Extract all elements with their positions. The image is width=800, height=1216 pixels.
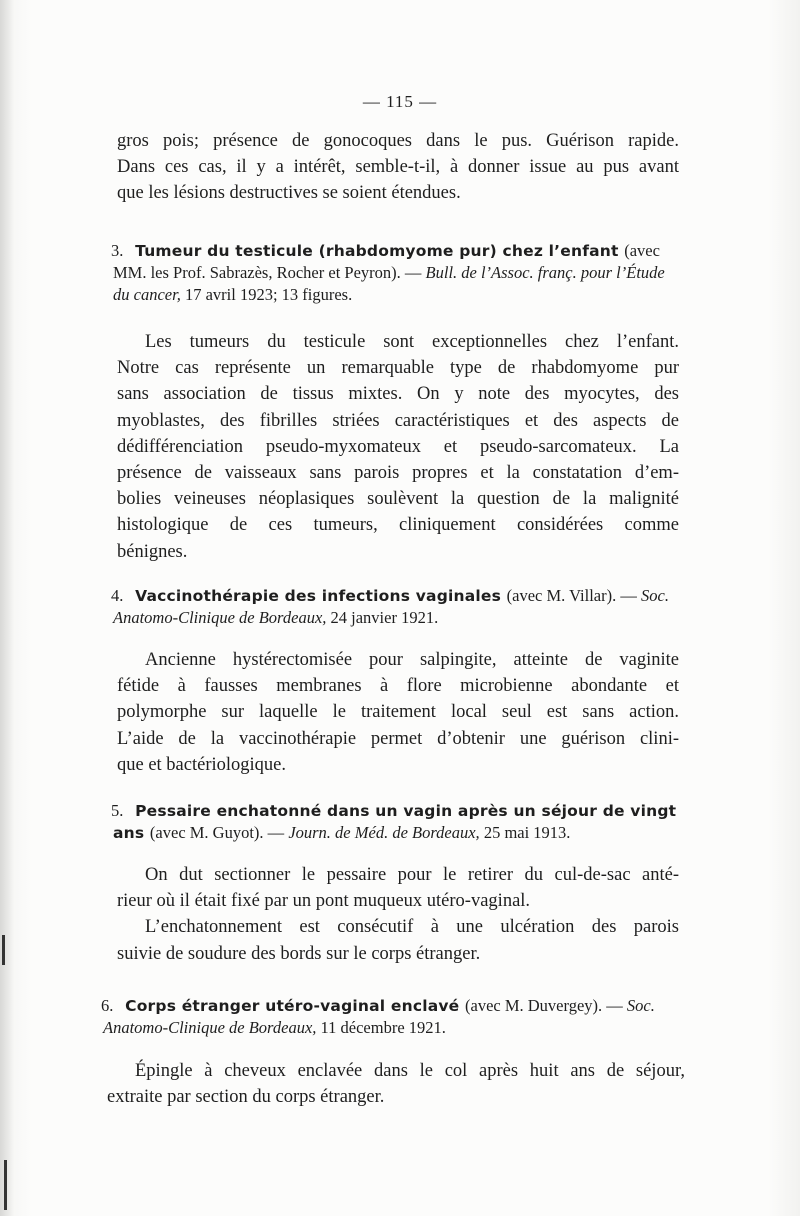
page-number: — 115 — <box>362 92 438 111</box>
entry-date: 17 avril 1923; 13 figures. <box>184 285 353 304</box>
text-line: Les tumeurs du testicule sont exceptionnelles chez l’enfant. <box>145 332 679 352</box>
entry-number: 3. <box>111 241 124 260</box>
entry-number: 4. <box>111 586 124 605</box>
text-line: sans association de tissus mixtes. On y note des myocytes, des <box>117 384 679 405</box>
text-line: dédifférenciation pseudo-myxomateux et pseudo-sarcomateux. La <box>117 436 679 457</box>
entry-authors: (avec M. Guyot). — <box>149 823 289 842</box>
scan-mark <box>2 935 5 965</box>
text-line: Notre cas représente un remarquable type de rhabdomyome pur <box>117 358 679 379</box>
text-line: myoblastes, des fibrilles striées caractéristiques et des aspects de <box>117 410 679 431</box>
text-line: bénignes. <box>117 541 188 562</box>
entry-title: Vaccinothérapie des infections vaginales <box>135 587 507 605</box>
scan-mark <box>4 1160 7 1210</box>
text-line: L’enchatonnement est consécutif à une ulcération des parois <box>145 917 679 938</box>
entry-date: 11 décembre 1921. <box>320 1018 446 1037</box>
entry-title: Tumeur du testicule (rhabdomyome pur) chez l’enfant <box>135 242 625 260</box>
entry-title: Corps étranger utéro-vaginal enclavé <box>125 997 465 1015</box>
entry-source: Soc. Anatomo-Clinique de Bordeaux, <box>103 996 655 1037</box>
entry-date: 24 janvier 1921. <box>330 608 439 627</box>
entry-5-body <box>117 862 679 967</box>
text-line: Ancienne hystérectomisée pour salpingite, atteinte de vaginite <box>145 650 679 670</box>
text-line: rieur où il était fixé par un pont muqueux utéro-vaginal. <box>117 891 531 912</box>
entry-3-body <box>117 329 679 565</box>
entry-3-heading <box>113 240 681 306</box>
entry-authors: (avec M. Villar). — <box>506 586 641 605</box>
text-line: suivie de soudure des bords sur le corps étranger. <box>117 943 481 964</box>
entry-authors: (avec M. Duvergey). — <box>465 996 627 1015</box>
text-line: bolies veineuses néoplasiques soulèvent la question de la malignité <box>117 489 679 510</box>
page-edge-shadow <box>0 0 14 1216</box>
text-line: gros pois; présence de gonocoques dans le pus. Guérison rapide. <box>117 131 679 151</box>
text-line: que et bactériologique. <box>117 754 287 775</box>
intro-paragraph <box>117 128 679 207</box>
entry-title: Pessaire enchatonné dans un vagin après un séjour de vingt ans <box>113 802 677 842</box>
entry-authors: (avec MM. les Prof. Sabrazès, Rocher et Peyron). — <box>113 241 660 282</box>
text-line: On dut sectionner le pessaire pour le retirer du cul-de-sac anté- <box>145 865 679 885</box>
text-line: histologique de ces tumeurs, cliniquement considérées comme <box>117 515 679 536</box>
entry-source: Journ. de Méd. de Bordeaux, <box>288 823 484 842</box>
text-line: extraite par section du corps étranger. <box>107 1087 385 1108</box>
entry-number: 5. <box>111 801 124 820</box>
text-line: que les lésions destructives se soient étendues. <box>117 183 461 204</box>
entry-6-body <box>107 1058 685 1110</box>
text-line: L’aide de la vaccinothérapie permet d’obtenir une guérison clini- <box>117 728 679 749</box>
text-line: Dans ces cas, il y a intérêt, semble-t-il, à donner issue au pus avant <box>117 157 679 178</box>
text-line: Épingle à cheveux enclavée dans le col après huit ans de séjour, <box>135 1061 685 1081</box>
text-line: fétide à fausses membranes à flore microbienne abondante et <box>117 676 679 697</box>
entry-source: Bull. de l’Assoc. franç. pour l’Étude du cancer, <box>113 263 665 304</box>
entry-6-heading <box>103 995 683 1039</box>
entry-4-heading <box>113 585 681 629</box>
text-line: présence de vaisseaux sans parois propres et la constatation d’em- <box>117 463 679 484</box>
entry-source: Soc. Anatomo-Clinique de Bordeaux, <box>113 586 669 627</box>
entry-5-heading <box>113 800 681 844</box>
entry-4-body <box>117 647 679 778</box>
text-line: polymorphe sur laquelle le traitement local seul est sans action. <box>117 702 679 723</box>
entry-number: 6. <box>101 996 114 1015</box>
entry-date: 25 mai 1913. <box>483 823 571 842</box>
